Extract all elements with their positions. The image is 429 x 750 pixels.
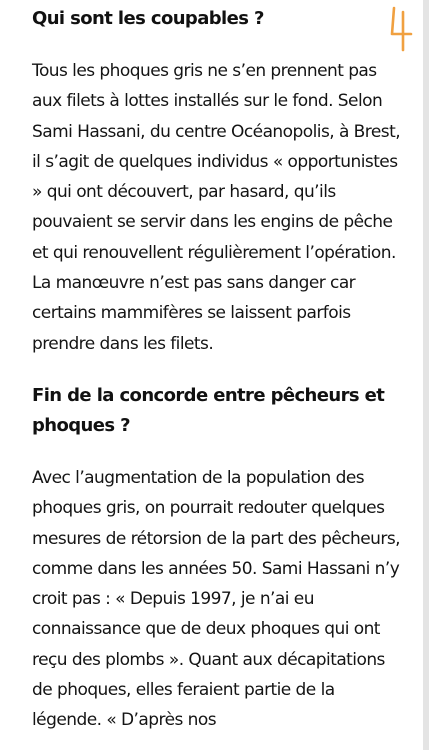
section-heading-concorde: Fin de la concorde entre pêcheurs et phoques ? [32,384,385,436]
handwritten-four-icon [384,4,414,54]
section-heading-coupables: Qui sont les coupables ? [32,8,264,29]
section-body-coupables: Tous les phoques gris ne s’en prennent pas aux filets à lottes installés sur le fond. Selon Sami Hassani, du centre Océanopolis, à Brest, il s’agit de quelques individus « opportunistes » qui ont découvert, par hasard, qu’ils pouvaient se servir dans les engins de pêche et qui renouvellent régulièrement l’opération. La manœuvre n’est pas sans danger car certains mammifères se laissent parfois prendre dans les filets. [32,61,401,354]
article-content [32,4,404,736]
scrollbar-track[interactable] [423,0,429,750]
section-body-concorde: Avec l’augmentation de la population des phoques gris, on pourrait redouter quelques mesures de rétorsion de la part des pêcheurs, comme dans les années 50. Sami Hassani n’y croit pas : « Depuis 1997, je n’ai eu connaissance que de deux phoques qui ont reçu des plombs ». Quant aux décapitations de phoques, elles feraient partie de la légende. « D’après nos [32,467,401,731]
